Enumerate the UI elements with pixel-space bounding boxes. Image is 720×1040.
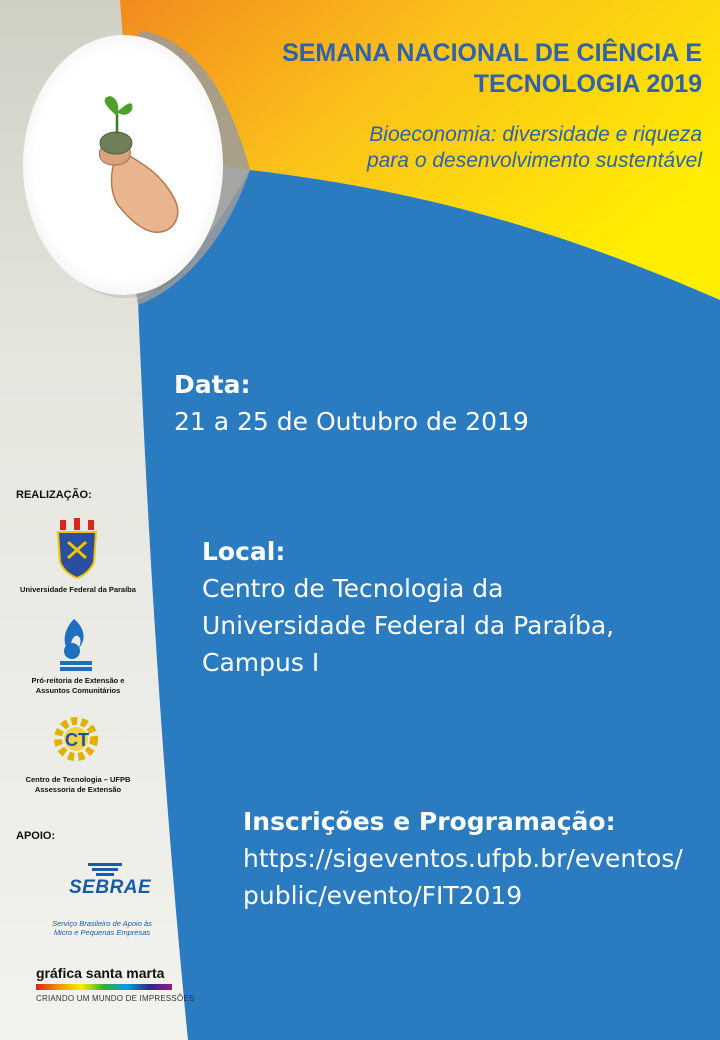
date-label: Data: bbox=[174, 370, 251, 399]
location-value: Centro de Tecnologia da Universidade Federal da Paraíba, Campus I bbox=[202, 574, 615, 677]
date-value: 21 a 25 de Outubro de 2019 bbox=[174, 407, 529, 436]
location-section bbox=[202, 533, 662, 681]
sebrae-logo-text: SEBRAE bbox=[69, 877, 152, 898]
registration-label: Inscrições e Programação: bbox=[243, 807, 616, 836]
grafica-name: gráfica santa marta bbox=[36, 965, 165, 981]
location-label: Local: bbox=[202, 537, 286, 566]
ct-gear-icon bbox=[52, 714, 100, 764]
event-title: SEMANA NACIONAL DE CIÊNCIA E TECNOLOGIA 2019 bbox=[282, 39, 702, 98]
grafica-rainbow-bar bbox=[36, 984, 172, 990]
ufpb-caption: Universidade Federal da Paraíba bbox=[20, 585, 136, 594]
event-subtitle: Bioeconomia: diversidade e riqueza para o desenvolvimento sustentável bbox=[366, 123, 702, 172]
realizacao-heading: REALIZAÇÃO: bbox=[16, 489, 92, 501]
apoio-heading: APOIO: bbox=[16, 830, 56, 842]
registration-section bbox=[243, 803, 683, 914]
prac-caption: Pró-reitoria de Extensão e Assuntos Comunitários bbox=[31, 676, 125, 695]
grafica-tagline: CRIANDO UM MUNDO DE IMPRESSÕES bbox=[36, 994, 195, 1003]
ufpb-crest-icon bbox=[54, 518, 100, 580]
sebrae-caption: Serviço Brasileiro de Apoio às Micro e Pequenas Empresas bbox=[52, 919, 152, 937]
date-section bbox=[174, 366, 529, 440]
prac-flame-icon bbox=[56, 617, 96, 673]
registration-link[interactable]: https://sigeventos.ufpb.br/eventos/public/evento/FIT2019 bbox=[243, 844, 683, 910]
ct-caption: Centro de Tecnologia – UFPB Assessoria de Extensão bbox=[25, 775, 131, 794]
svg-text:CT: CT bbox=[65, 730, 89, 750]
